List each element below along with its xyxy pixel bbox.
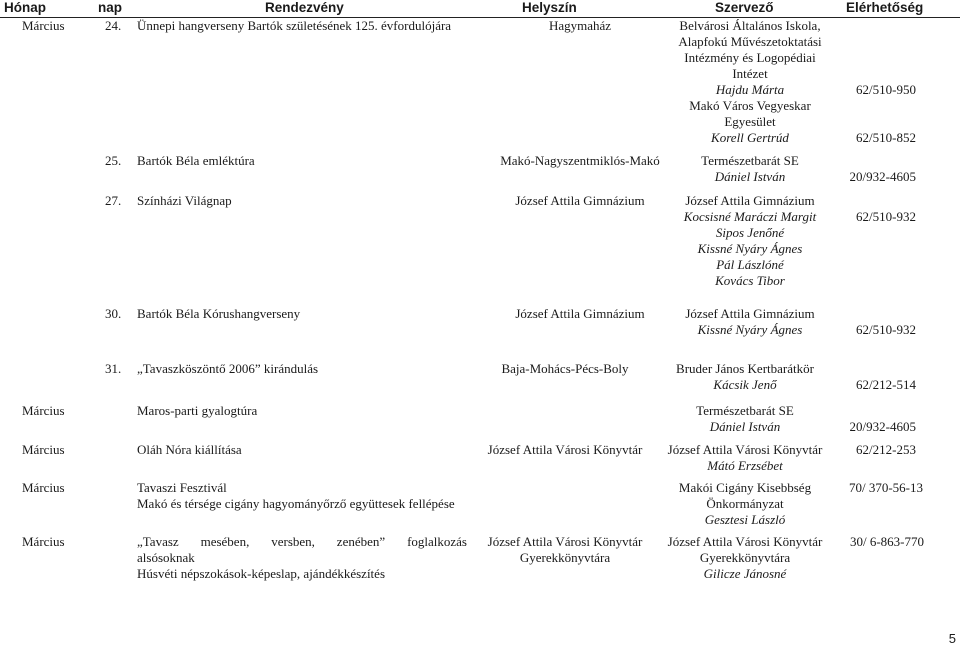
- day-cell: 30.: [105, 306, 122, 321]
- contact-person: Mátó Erzsébet: [707, 458, 783, 473]
- event-cell: Bartók Béla Kórushangverseny: [137, 306, 301, 321]
- month-cell: Március: [22, 442, 65, 457]
- contact-person: Korell Gertrúd: [711, 130, 789, 145]
- contact-person: Hajdu Márta: [715, 82, 785, 97]
- organizer-cell: József Attila Gimnázium: [685, 193, 815, 208]
- event-subline: alsósoknak: [137, 550, 195, 565]
- venue-line: Gyerekkönyvtára: [519, 550, 611, 565]
- venue-cell: József Attila Gimnázium: [515, 193, 645, 208]
- table-header: [0, 0, 960, 18]
- header-month: Hónap: [4, 0, 46, 15]
- phone-cell: 20/932-4605: [849, 419, 916, 434]
- phone-cell: 62/212-514: [856, 377, 916, 392]
- phone-cell: 62/510-932: [856, 322, 916, 337]
- month-cell: Március: [22, 480, 65, 495]
- organizer-cell: Bruder János Kertbarátkör: [676, 361, 814, 376]
- phone-cell: 62/212-253: [856, 442, 916, 457]
- organizer-cell: Természetbarát SE: [696, 403, 794, 418]
- organizer-line: Makói Cigány Kisebbség: [678, 480, 812, 495]
- phone-cell: 62/510-852: [856, 130, 916, 145]
- header-organizer: Szervező: [715, 0, 774, 15]
- day-cell: 25.: [105, 153, 122, 168]
- month-cell: Március: [22, 403, 65, 418]
- header-venue: Helyszín: [522, 0, 577, 15]
- organizer-line: Egyesület: [724, 114, 776, 129]
- contact-person: Gilicze Jánosné: [703, 566, 787, 581]
- header-day: nap: [98, 0, 123, 15]
- organizer-line: Intézmény és Logopédiai: [684, 50, 816, 65]
- contact-person: Sipos Jenőné: [715, 225, 785, 240]
- event-cell: „Tavaszköszöntő 2006” kirándulás: [137, 361, 319, 376]
- phone-cell: 20/932-4605: [849, 169, 916, 184]
- event-cell: Tavaszi Fesztivál: [137, 480, 227, 495]
- event-cell: „Tavasz mesében, versben, zenében” foglalkozás: [137, 534, 467, 549]
- contact-person: Kissné Nyáry Ágnes: [697, 241, 803, 256]
- event-subline: Húsvéti népszokások-képeslap, ajándékkészítés: [137, 566, 386, 581]
- day-cell: 24.: [105, 18, 122, 33]
- venue-cell: Makó-Nagyszentmiklós-Makó: [500, 153, 660, 168]
- page-number: 5: [948, 631, 956, 646]
- venue-cell: Hagymaház: [548, 18, 612, 33]
- phone-cell: 62/510-950: [856, 82, 916, 97]
- organizer-line: Belvárosi Általános Iskola,: [679, 18, 821, 33]
- contact-person: Kácsik Jenő: [713, 377, 777, 392]
- event-cell: Bartók Béla emléktúra: [137, 153, 255, 168]
- event-cell: Ünnepi hangverseny Bartók születésének 125. évfordulójára: [137, 18, 452, 33]
- venue-line: József Attila Városi Könyvtár: [487, 534, 643, 549]
- contact-person: Pál Lászlóné: [716, 257, 784, 272]
- month-cell: Március: [22, 534, 65, 549]
- organizer-line: Alapfokú Művészetoktatási: [678, 34, 822, 49]
- phone-cell: 70/ 370-56-13: [848, 480, 923, 495]
- day-cell: 27.: [105, 193, 122, 208]
- contact-person: Kovács Tibor: [715, 273, 785, 288]
- venue-cell: József Attila Városi Könyvtár: [487, 442, 643, 457]
- organizer-cell: Természetbarát SE: [701, 153, 799, 168]
- day-cell: 31.: [105, 361, 122, 376]
- organizer-line: Intézet: [732, 66, 768, 81]
- organizer-cell: József Attila Gimnázium: [685, 306, 815, 321]
- organizer-line: Gyerekkönyvtára: [699, 550, 791, 565]
- event-cell: Színházi Világnap: [137, 193, 232, 208]
- phone-cell: 30/ 6-863-770: [849, 534, 924, 549]
- organizer-line: József Attila Városi Könyvtár: [667, 534, 823, 549]
- contact-person: Dániel István: [709, 419, 781, 434]
- month-cell: Március: [22, 18, 65, 33]
- venue-cell: Baja-Mohács-Pécs-Boly: [501, 361, 629, 376]
- header-contact: Elérhetőség: [846, 0, 924, 15]
- contact-person: Dániel István: [714, 169, 786, 184]
- event-cell: Oláh Nóra kiállítása: [137, 442, 242, 457]
- event-cell: Maros-parti gyalogtúra: [137, 403, 258, 418]
- header-event: Rendezvény: [265, 0, 344, 15]
- event-subline: Makó és térsége cigány hagyományőrző együttesek fellépése: [137, 496, 455, 511]
- venue-cell: József Attila Gimnázium: [515, 306, 645, 321]
- contact-person: Kocsisné Maráczi Margit: [683, 209, 817, 224]
- organizer-line: Makó Város Vegyeskar: [689, 98, 811, 113]
- contact-person: Gesztesi László: [704, 512, 786, 527]
- organizer-line: Önkormányzat: [706, 496, 784, 511]
- contact-person: Kissné Nyáry Ágnes: [697, 322, 803, 337]
- phone-cell: 62/510-932: [856, 209, 916, 224]
- organizer-cell: József Attila Városi Könyvtár: [667, 442, 823, 457]
